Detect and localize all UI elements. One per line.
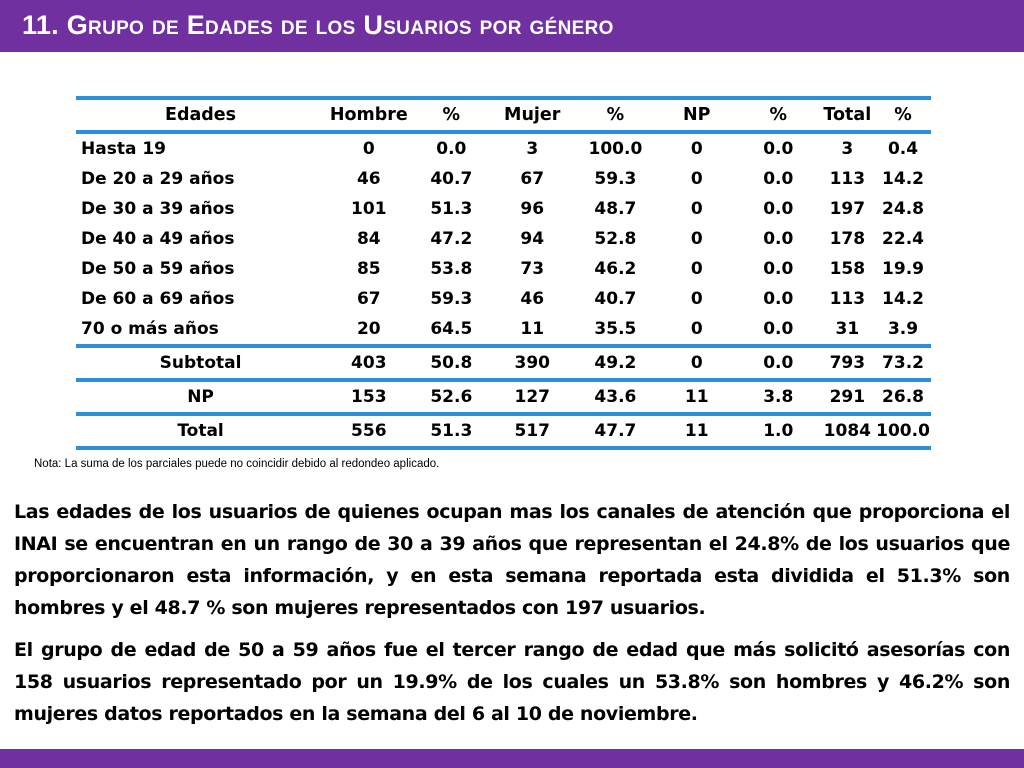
row-label: NP [76,380,325,414]
title-bar [0,0,1024,52]
table-cell: 47.2 [430,229,473,249]
row-label: De 30 a 39 años [81,199,235,219]
slide-title: 11. Grupo de Edades de los Usuarios por género [22,10,614,40]
table-cell: 0.4 [887,139,919,159]
table-cell: 0.0 [763,139,794,159]
table-cell: 73 [520,259,545,279]
table-cell: 0.0 [436,139,467,159]
table-cell: 101 [351,199,387,219]
table-cell: 31 [820,314,875,346]
table-note: Nota: La suma de los parciales puede no coincidir debido al redondeo aplicado. [34,458,440,470]
table-cell: 3.9 [875,314,931,346]
paragraph: El grupo de edad de 50 a 59 años fue el tercer rango de edad que más solicitó asesorías con 158 usuarios representado por un 19.9% de los cuales un 53.8% son hombres y 46.2% son mujeres datos reportados en la semana del 6 al 10 de noviembre. [14,639,1010,725]
table-cell: 3 [841,139,854,159]
table-cell: 53.8 [430,259,473,279]
table-cell: 52.8 [594,229,637,249]
table-cell: 67 [520,169,545,189]
table-cell: 0.0 [737,314,820,346]
table-cell: 178 [829,229,866,249]
table-cell: 0.0 [763,199,794,219]
table-row [76,284,931,314]
row-label: De 50 a 59 años [81,259,235,279]
table-row [76,132,931,164]
table-cell: 46 [520,289,545,309]
table-cell: 127 [490,380,574,414]
table-cell: 67 [356,289,381,309]
row-label: De 60 a 69 años [81,289,235,309]
paragraph: Las edades de los usuarios de quienes ocupan mas los canales de atención que proporciona el INAI se encuentran en un rango de 30 a 39 años que representan el 24.8% de los usuarios que proporcionaron esta información, y en esta semana reportada esta dividida el 51.3% son hombres y el 48.7 % son mujeres representados con 197 usuarios. [14,501,1010,619]
table-cell: 153 [325,380,412,414]
row-label: De 40 a 49 años [81,229,235,249]
table-cell: 14.2 [882,169,924,189]
table-cell: 113 [829,289,866,309]
column-header-hombre: Hombre [325,98,412,132]
row-label: De 20 a 29 años [81,169,235,189]
table-cell: 197 [829,199,866,219]
table-cell: 46.2 [594,259,637,279]
table-cell: 47.7 [574,414,656,448]
table-cell: 793 [820,346,875,380]
table-header-row [76,98,931,132]
table-cell: 48.7 [594,199,637,219]
table-cell: 11 [656,380,737,414]
table-cell: 517 [490,414,574,448]
table-cell: 1.0 [737,414,820,448]
table-cell: 0 [690,169,703,189]
table-cell: 100.0 [588,139,643,159]
table-cell: 0 [690,289,703,309]
table-cell: 26.8 [875,380,931,414]
table-cell: 51.3 [412,414,490,448]
table-cell: 11 [656,414,737,448]
column-header-edades: Edades [76,98,325,132]
age-gender-table [76,96,931,450]
table-cell: 0 [656,314,737,346]
column-header-mujer: Mujer [490,98,574,132]
table-cell: 0.0 [763,289,794,309]
table-cell: 35.5 [574,314,656,346]
table-cell: 20 [325,314,412,346]
table-cell: 22.4 [882,229,924,249]
table-row [76,254,931,284]
table-row [76,164,931,194]
table-cell: 0.0 [763,229,794,249]
table-cell: 0.0 [737,346,820,380]
table-cell: 43.6 [574,380,656,414]
footer-bar [0,749,1024,768]
table-cell: 40.7 [430,169,473,189]
table-cell: 0 [690,199,703,219]
column-header-np-pct: % [737,98,820,132]
table-cell: 100.0 [875,414,931,448]
table-row [76,194,931,224]
column-header-hombre-pct: % [412,98,490,132]
table-cell: 0.0 [763,259,794,279]
table-cell: 0 [690,229,703,249]
table-cell: 0 [690,139,703,159]
table-cell: 51.3 [430,199,473,219]
table-cell: 64.5 [412,314,490,346]
table-cell: 390 [490,346,574,380]
table-cell: 52.6 [412,380,490,414]
table-cell: 73.2 [875,346,931,380]
table-cell: 556 [325,414,412,448]
table-row [76,314,931,346]
table-cell: 11 [490,314,574,346]
np-row [76,380,931,414]
column-header-total-pct: % [875,98,931,132]
column-header-total: Total [820,98,875,132]
subtotal-row [76,346,931,380]
table-cell: 403 [325,346,412,380]
table-cell: 0 [362,139,375,159]
table-cell: 113 [829,169,866,189]
total-row [76,414,931,448]
table-cell: 158 [829,259,866,279]
table-cell: 49.2 [574,346,656,380]
table-cell: 94 [520,229,545,249]
table-cell: 14.2 [882,289,924,309]
table-cell: 84 [356,229,381,249]
table-cell: 40.7 [594,289,637,309]
table-cell: 3.8 [737,380,820,414]
row-label: Hasta 19 [81,139,166,159]
table-cell: 1084 [820,414,875,448]
row-label: 70 o más años [76,314,325,346]
table-row [76,224,931,254]
table-cell: 0.0 [763,169,794,189]
column-header-np: NP [656,98,737,132]
table-cell: 46 [356,169,381,189]
table-cell: 0 [690,259,703,279]
column-header-mujer-pct: % [574,98,656,132]
row-label: Subtotal [76,346,325,380]
table-cell: 59.3 [594,169,637,189]
table-cell: 85 [356,259,381,279]
table-cell: 50.8 [412,346,490,380]
table-cell: 24.8 [882,199,924,219]
table-cell: 96 [520,199,545,219]
table-cell: 3 [526,139,539,159]
table-cell: 291 [820,380,875,414]
row-label: Total [76,414,325,448]
table-cell: 59.3 [430,289,473,309]
table-cell: 19.9 [882,259,924,279]
table-cell: 0 [656,346,737,380]
